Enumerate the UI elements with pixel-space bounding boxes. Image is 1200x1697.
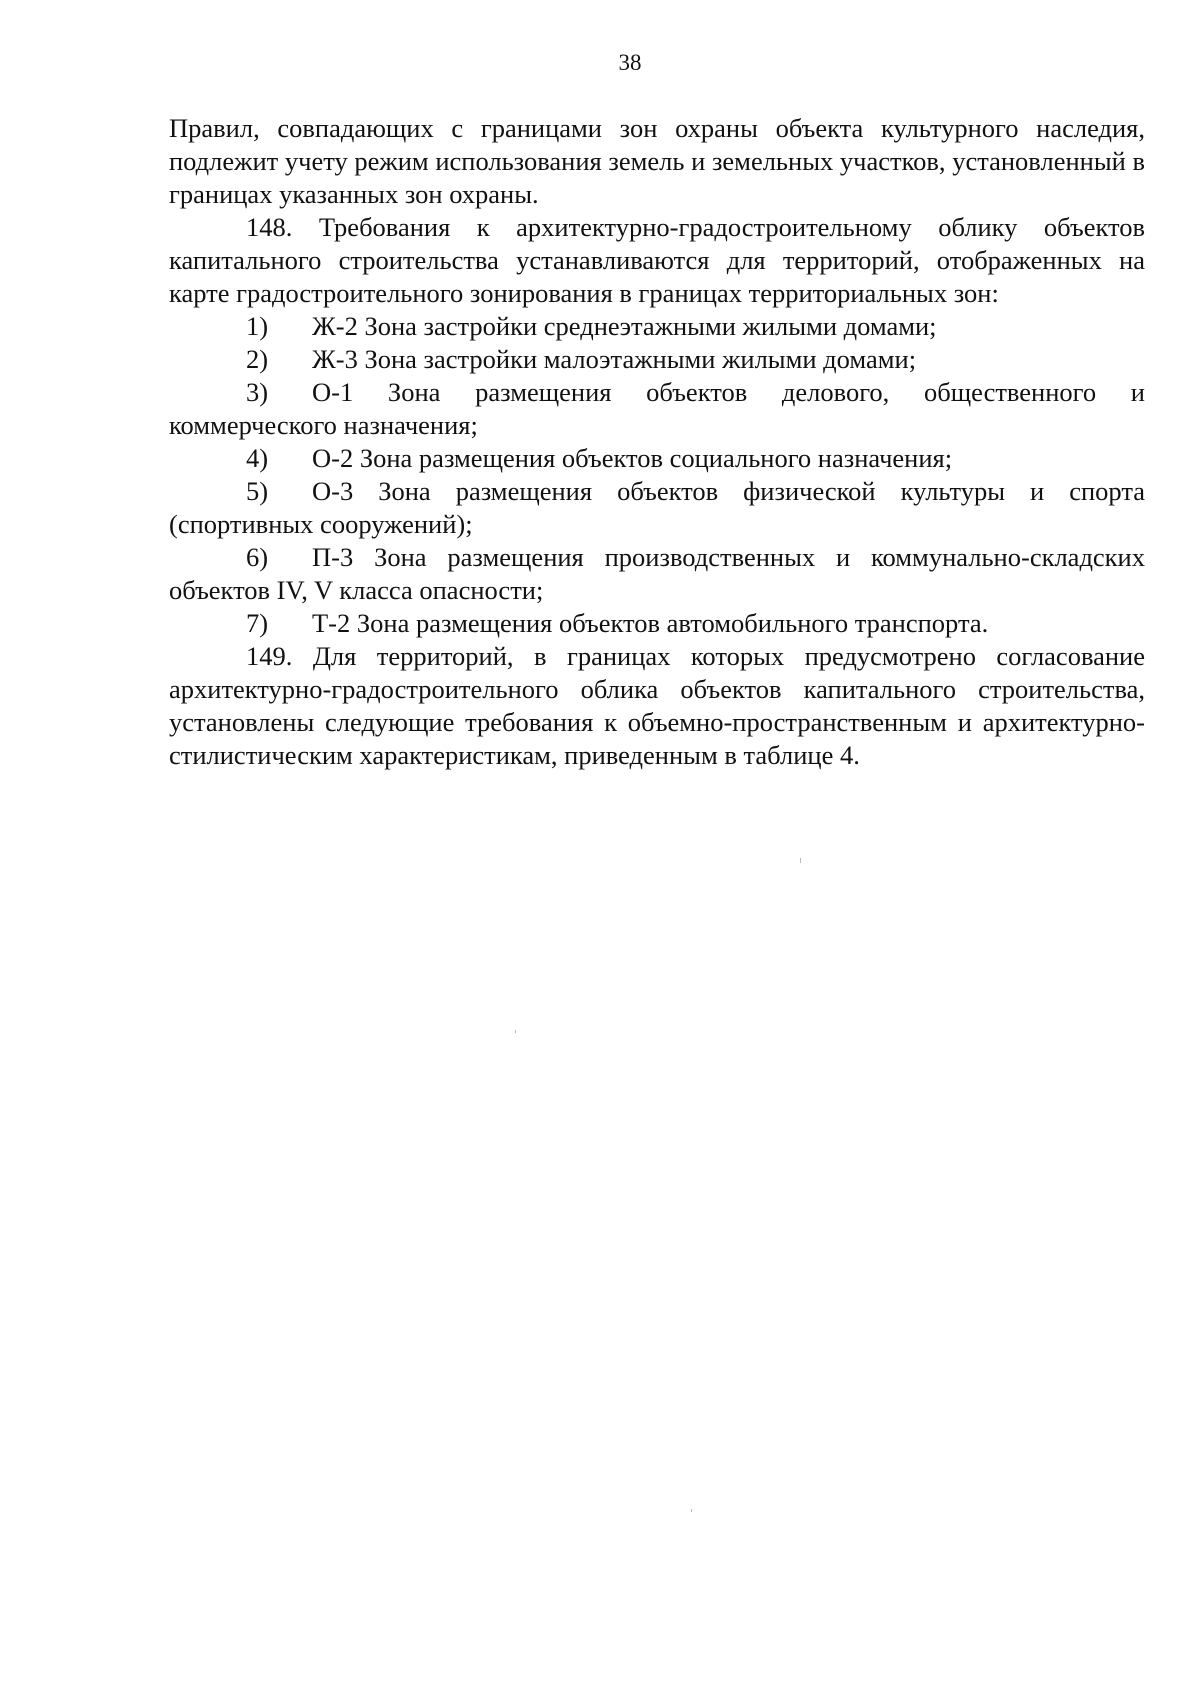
list-item-text: Ж-2 Зона застройки среднеэтажными жилыми домами; (312, 311, 937, 341)
list-item (169, 475, 1145, 541)
list-item (169, 541, 1145, 607)
list-item-text: О-1 Зона размещения объектов делового, общественного и коммерческого назначения; (169, 377, 1145, 440)
list-item (169, 376, 1145, 442)
document-body (169, 112, 1145, 772)
list-item-number: 4) (246, 443, 269, 473)
page-number: 38 (618, 50, 642, 75)
list-item-text: О-3 Зона размещения объектов физической культуры и спорта (спортивных сооружений); (169, 476, 1145, 539)
list-item-text: Ж-3 Зона застройки малоэтажными жилыми домами; (312, 344, 917, 374)
list-item (169, 607, 1145, 640)
list-item (169, 343, 1145, 376)
scan-artifact (515, 1030, 516, 1033)
list-item (169, 442, 1145, 475)
list-item-number: 3) (246, 377, 269, 407)
list-item (169, 310, 1145, 343)
scan-artifact (800, 858, 801, 863)
list-item-text: П-3 Зона размещения производственных и коммунально-складских объектов IV, V класса опасности; (169, 542, 1145, 605)
list-item-number: 2) (246, 344, 269, 374)
paragraph-148: 148. Требования к архитектурно-градостроительному облику объектов капитального строительства устанавливаются для территорий, отображенных на карте градостроительного зонирования в границах территориальных зон: (169, 212, 1145, 308)
paragraph-continuation: Правил, совпадающих с границами зон охраны объекта культурного наследия, подлежит учету режим использования земель и земельных участков, установленный в границах указанных зон охраны. (169, 113, 1145, 209)
paragraph-149: 149. Для территорий, в границах которых предусмотрено согласование архитектурно-градостроительного облика объектов капитального строительства, установлены следующие требования к объемно-пространственным и архитектурно-стилистическим характеристикам, приведенным в таблице 4. (169, 641, 1145, 770)
zone-list (169, 310, 1145, 640)
scan-artifact (691, 1509, 692, 1512)
list-item-text: Т-2 Зона размещения объектов автомобильного транспорта. (312, 608, 989, 638)
list-item-text: О-2 Зона размещения объектов социального назначения; (312, 443, 953, 473)
list-item-number: 7) (246, 608, 269, 638)
list-item-number: 5) (246, 476, 269, 506)
list-item-number: 6) (246, 542, 269, 572)
list-item-number: 1) (246, 311, 269, 341)
